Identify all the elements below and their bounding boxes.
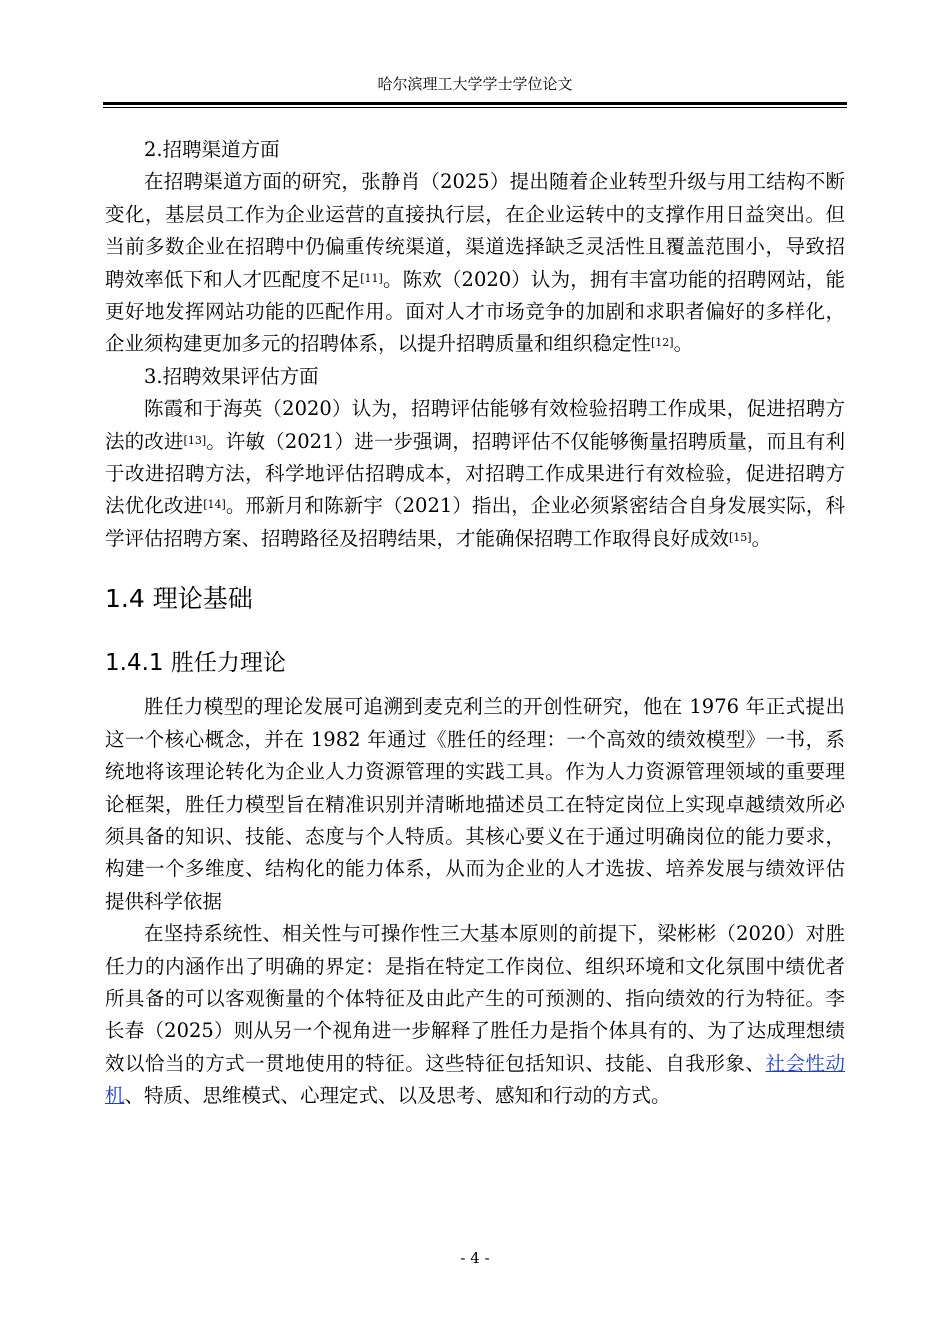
text-segment: 。 <box>751 526 772 550</box>
running-header: 哈尔滨理工大学学士学位论文 <box>377 75 573 93</box>
header-rule-thin <box>103 107 847 108</box>
subsection-title-recruitment-channel: 2.招聘渠道方面 <box>144 138 280 161</box>
subsection-title-recruitment-evaluation: 3.招聘效果评估方面 <box>144 364 319 388</box>
citation-14[interactable]: [14] <box>203 498 226 512</box>
section-heading-theoretical-basis: 1.4 理论基础 <box>105 584 253 614</box>
citation-12[interactable]: [12] <box>651 336 674 350</box>
header-rule-thick <box>103 102 847 105</box>
social-motivation-link[interactable]: 社会性动机 <box>105 1051 845 1108</box>
text-segment: 在招聘渠道方面的研究，张静肖（2025）提出随着企业转型升级与用工结构不断变化，基层员工作为企业运营的直接执行层，在企业运转中的支撑作用日益突出。但当前多数企业在招聘中仍偏重传统渠道，渠道选择缺乏灵活性且覆盖范围小，导致招聘效率低下和人才匹配度不足 <box>105 170 845 291</box>
text-segment: 。许敏（2021）进一步强调，招聘评估不仅能够衡量招聘质量，而且有利于改进招聘方法，科学地评估招聘成本，对招聘工作成果进行有效检验，促进招聘方法优化改进 <box>105 429 845 518</box>
citation-15[interactable]: [15] <box>729 530 752 544</box>
page-number: - 4 - <box>460 1249 490 1267</box>
text-segment: 。 <box>673 332 694 356</box>
citation-13[interactable]: [13] <box>183 433 207 447</box>
text-segment: 陈霞和于海英（2020）认为，招聘评估能够有效检验招聘工作成果，促进招聘方法的改进 <box>105 397 845 453</box>
text-segment: 在坚持系统性、相关性与可操作性三大基本原则的前提下，梁彬彬（2020）对胜任力的内涵作出了明确的界定：是指在特定工作岗位、组织环境和文化氛围中绩优者所具备的可以客观衡量的个体特征及由此产生的可预测的、指向绩效的行为特征。李长春（2025）则从另一个视角进一步解释了胜任力是指个体具有的、为了达成理想绩效以恰当的方式一贯地使用的特征。这些特征包括知识、技能、自我形象、 <box>105 922 845 1075</box>
subsection-heading-competency-theory: 1.4.1 胜任力理论 <box>105 650 286 677</box>
page-body <box>105 134 845 1113</box>
text-segment: 。陈欢（2020）认为，拥有丰富功能的招聘网站，能更好地发挥网站功能的匹配作用。面对人才市场竞争的加剧和求职者偏好的多样化，企业须构建更加多元的招聘体系，以提升招聘质量和组织稳定性 <box>105 267 845 356</box>
text-segment: 、特质、思维模式、心理定式、以及思考、感知和行动的方式。 <box>124 1084 671 1108</box>
text-segment: 。邢新月和陈新宇（2021）指出，企业必须紧密结合自身发展实际，科学评估招聘方案、招聘路径及招聘结果，才能确保招聘工作取得良好成效 <box>105 494 845 550</box>
paragraph-competency-model: 胜任力模型的理论发展可追溯到麦克利兰的开创性研究，他在 1976 年正式提出这一个核心概念，并在 1982 年通过《胜任的经理：一个高效的绩效模型》一书，系统地将该理论转化为企业人力资源管理的实践工具。作为人力资源管理领域的重要理论框架，胜任力模型旨在精准识别并清晰地描述员工在特定岗位上实现卓越绩效所必须具备的知识、技能、态度与个人特质。其核心要义在于通过明确岗位的能力要求，构建一个多维度、结构化的能力体系，从而为企业的人才选拔、培养发展与绩效评估提供科学依据 <box>105 695 845 913</box>
paragraph-recruitment-evaluation <box>105 393 845 555</box>
paragraph-competency-definition <box>105 918 845 1112</box>
paragraph-recruitment-channel <box>105 166 845 360</box>
citation-11[interactable]: [11] <box>360 271 383 285</box>
